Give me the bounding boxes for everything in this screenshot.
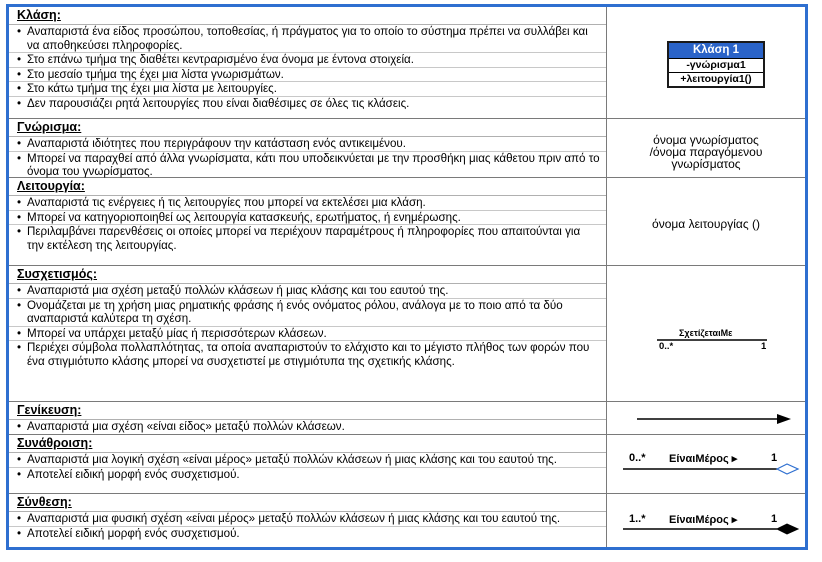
row-attribute <box>9 119 805 178</box>
list-item <box>9 82 606 97</box>
bullet-icon: • <box>17 25 22 38</box>
row-association-description <box>9 266 607 401</box>
row-aggregation-description <box>9 435 607 493</box>
bullet-icon: • <box>17 341 22 355</box>
item-text: Δεν παρουσιάζει ρητά λειτουργίες που είναι διαθέσιμες σε όλες τις κλάσεις. <box>27 96 410 110</box>
bullet-icon: • <box>17 526 22 540</box>
list-item <box>9 97 606 111</box>
bullet-icon: • <box>17 284 22 297</box>
bullet-icon: • <box>17 151 22 165</box>
uml-class-name: Κλάση 1 <box>669 43 763 59</box>
list-item <box>9 327 606 342</box>
heading-generalization: Γενίκευση: <box>9 402 606 420</box>
association-right-multiplicity: 1 <box>761 341 767 352</box>
row-composition-description <box>9 494 607 547</box>
composition-right-multiplicity: 1 <box>771 513 778 525</box>
heading-aggregation: Συνάθροιση: <box>9 435 606 453</box>
item-text: Ονομάζεται με τη χρήση μιας ρηματικής φράσης ή ενός ονόματος ρόλου, ανάλογα με το ποιο από τα δύο αναπαριστά καλύτερα τη σχέση. <box>27 298 563 326</box>
uml-class-attribute: -γνώρισμα1 <box>669 59 763 73</box>
bullet-icon: • <box>17 210 22 224</box>
item-text: Μπορεί να παραχθεί από άλλα γνωρίσματα, κάτι που υποδεικνύεται με την προσθήκη μιας κάθετου πριν από το όνομα του γνωρίσματος. <box>27 151 600 179</box>
derived-attribute-label: /όνομα παραγόμενου <box>649 145 763 159</box>
bullet-icon: • <box>17 82 22 96</box>
list-item <box>9 68 606 83</box>
generalization-arrow-icon <box>637 412 797 426</box>
item-text: Αναπαριστά ένα είδος προσώπου, τοποθεσίας, ή πράγματος για το οποίο το σύστημα πρέπει να συλλάβει και να αποθηκεύσει πληροφορίες. <box>27 25 588 52</box>
uml-class-operation: +λειτουργία1() <box>680 73 752 85</box>
aggregation-left-multiplicity: 0..* <box>629 452 646 464</box>
row-operation <box>9 178 805 266</box>
list-item <box>9 152 606 179</box>
row-composition <box>9 494 805 547</box>
bullet-icon: • <box>17 53 22 67</box>
list-item <box>9 512 606 527</box>
bullet-icon: • <box>17 467 22 481</box>
row-operation-notation <box>607 178 805 265</box>
bullet-icon: • <box>17 298 22 312</box>
association-line <box>657 339 777 343</box>
row-operation-description <box>9 178 607 265</box>
bullet-icon: • <box>17 137 22 150</box>
bullet-icon: • <box>17 196 22 209</box>
list-item <box>9 284 606 299</box>
row-class-description <box>9 7 607 118</box>
list-item <box>9 137 606 152</box>
item-text: Αναπαριστά μια σχέση μεταξύ πολλών κλάσεων ή μιας κλάσης και του εαυτού της. <box>27 284 449 297</box>
list-item <box>9 527 606 541</box>
heading-composition: Σύνθεση: <box>9 494 606 512</box>
bullet-icon: • <box>17 420 22 433</box>
list-item <box>9 25 606 53</box>
heading-attribute: Γνώρισμα: <box>9 119 606 137</box>
list-item <box>9 53 606 68</box>
aggregation-diamond-icon <box>623 463 803 477</box>
composition-diamond-icon <box>623 523 803 537</box>
operation-name-label: όνομα λειτουργίας () <box>652 217 760 231</box>
composition-left-multiplicity: 1..* <box>629 513 646 525</box>
list-item <box>9 225 606 252</box>
row-generalization-description <box>9 402 607 434</box>
row-generalization-notation <box>607 402 805 434</box>
row-association <box>9 266 805 402</box>
item-text: Περιέχει σύμβολα πολλαπλότητας, τα οποία αναπαριστούν το ελάχιστο και το μέγιστο πλήθος των φορών που ένα στιγμιότυπο κλάσης μπορεί να συσχετιστεί με στιγμιότυπα της σχετικής κλάσης. <box>27 341 590 368</box>
uml-notation-table <box>6 4 808 550</box>
composition-label: ΕίναιΜέρος ▸ <box>669 514 738 526</box>
list-item <box>9 211 606 226</box>
bullet-icon: • <box>17 225 22 239</box>
list-item <box>9 453 606 468</box>
item-text: Περιλαμβάνει παρενθέσεις οι οποίες μπορεί να περιέχουν παραμέτρους ή πληροφορίες που απαιτούνται για την εκτέλεση της λειτουργίας. <box>27 225 581 252</box>
row-attribute-description <box>9 119 607 177</box>
row-association-notation <box>607 266 805 401</box>
association-left-multiplicity: 0..* <box>659 341 674 352</box>
uml-class-box <box>667 41 765 88</box>
item-text: Στο επάνω τμήμα της διαθέτει κεντραρισμένο ένα όνομα με έντονα στοιχεία. <box>27 53 414 67</box>
item-text: Αναπαριστά ιδιότητες που περιγράφουν την κατάσταση ενός αντικειμένου. <box>27 137 406 150</box>
row-attribute-notation <box>607 119 805 177</box>
row-generalization <box>9 402 805 435</box>
item-text: Στο κάτω τμήμα της έχει μια λίστα με λειτουργίες. <box>27 82 277 96</box>
item-text: Αναπαριστά μια σχέση «είναι είδος» μεταξύ πολλών κλάσεων. <box>27 420 345 433</box>
item-text: Αναπαριστά τις ενέργειες ή τις λειτουργίες που μπορεί να εκτελέσει μια κλάση. <box>27 196 426 209</box>
item-text: Αποτελεί ειδική μορφή ενός συσχετισμού. <box>27 467 240 481</box>
derived-attribute-label-cont: γνωρίσματος <box>671 157 741 171</box>
item-text: Αναπαριστά μια φυσική σχέση «είναι μέρος» μεταξύ πολλών κλάσεων ή μιας κλάσης και του εαυτού της. <box>27 512 561 525</box>
row-class <box>9 7 805 119</box>
list-item <box>9 196 606 211</box>
heading-association: Συσχετισμός: <box>9 266 606 284</box>
item-text: Αποτελεί ειδική μορφή ενός συσχετισμού. <box>27 526 240 540</box>
heading-operation: Λειτουργία: <box>9 178 606 196</box>
list-item <box>9 341 606 368</box>
row-composition-notation <box>607 494 805 547</box>
list-item <box>9 468 606 482</box>
row-aggregation <box>9 435 805 494</box>
bullet-icon: • <box>17 96 22 110</box>
item-text: Μπορεί να κατηγοριοποιηθεί ως λειτουργία κατασκευής, ερωτήματος, ή ενημέρωσης. <box>27 210 461 224</box>
list-item <box>9 299 606 327</box>
attribute-name-label: όνομα γνωρίσματος <box>653 133 759 147</box>
bullet-icon: • <box>17 512 22 525</box>
aggregation-right-multiplicity: 1 <box>771 452 778 464</box>
item-text: Μπορεί να υπάρχει μεταξύ μίας ή περισσότερων κλάσεων. <box>27 326 327 340</box>
heading-class: Κλάση: <box>9 7 606 25</box>
association-name: ΣχετίζεταιΜε <box>679 328 733 338</box>
bullet-icon: • <box>17 453 22 466</box>
aggregation-label: ΕίναιΜέρος ▸ <box>669 453 738 465</box>
item-text: Στο μεσαίο τμήμα της έχει μια λίστα γνωρισμάτων. <box>27 67 284 81</box>
bullet-icon: • <box>17 326 22 340</box>
bullet-icon: • <box>17 67 22 81</box>
item-text: Αναπαριστά μια λογική σχέση «είναι μέρος» μεταξύ πολλών κλάσεων ή μιας κλάσης και του εαυτού της. <box>27 453 557 466</box>
list-item <box>9 420 606 434</box>
row-class-notation <box>607 7 805 118</box>
row-aggregation-notation <box>607 435 805 493</box>
